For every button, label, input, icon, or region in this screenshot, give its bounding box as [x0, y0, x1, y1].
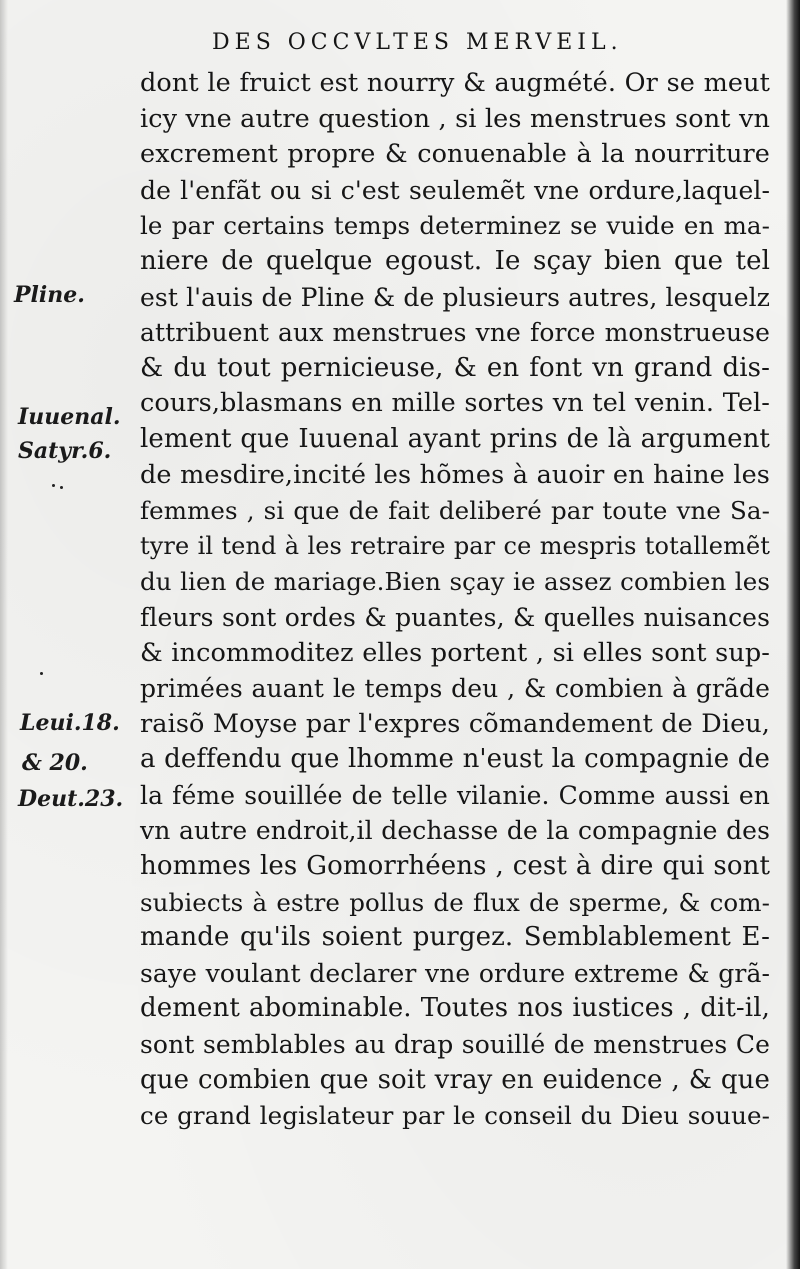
ink-speck	[52, 484, 55, 487]
text-line: saye voulant declarer vne ordure extreme & grã-	[140, 958, 770, 988]
margin-note-deut: Deut.23.	[18, 786, 124, 812]
ink-speck	[40, 672, 43, 675]
text-line: a deffendu que lhomme n'eust la compagnie de	[140, 744, 770, 775]
running-head: DES OCCVLTES MERVEIL.	[212, 30, 623, 55]
text-line: de l'enfãt ou si c'est seulemẽt vne ordure,laquel-	[140, 175, 770, 205]
margin-note-et-20: & 20.	[22, 750, 88, 776]
text-line: dement abominable. Toutes nos iustices , dit-il,	[140, 993, 770, 1024]
text-line: icy vne autre question , si les menstrues sont vn	[140, 103, 770, 134]
text-line: de mesdire,incité les hõmes à auoir en haine les	[140, 459, 770, 490]
text-line: que combien que soit vray en euidence , & que	[140, 1064, 770, 1095]
text-line: tyre il tend à les retraire par ce mespris totallemẽt	[140, 531, 770, 560]
text-line: ce grand legislateur par le conseil du Dieu souue-	[140, 1101, 770, 1131]
text-line: attribuent aux menstrues vne force monstrueuse	[140, 318, 770, 348]
text-line: hommes les Gomorrhéens , cest à dire qui sont	[140, 851, 770, 882]
text-line: est l'auis de Pline & de plusieurs autres, lesquelz	[140, 282, 770, 312]
text-line: mande qu'ils soient purgez. Semblablement E-	[140, 922, 770, 953]
margin-note-iuuenal: Iuuenal.	[18, 404, 121, 430]
ink-speck	[60, 486, 63, 489]
text-line: lement que Iuuenal ayant prins de là argument	[140, 423, 770, 454]
margin-note-pline: Pline.	[14, 282, 85, 308]
text-line: le par certains temps determinez se vuide en ma-	[140, 211, 770, 241]
text-line: & du tout pernicieuse, & en font vn grand dis-	[140, 352, 770, 383]
margin-note-satyr: Satyr.6.	[18, 438, 112, 464]
text-line: fleurs sont ordes & puantes, & quelles nuisances	[140, 602, 770, 632]
text-line: excrement propre & conuenable à la nourriture	[140, 139, 770, 170]
body-text	[140, 66, 770, 1134]
text-line: raisõ Moyse par l'expres cõmandement de Dieu,	[140, 708, 770, 739]
text-line: du lien de mariage.Bien sçay ie assez combien les	[140, 567, 770, 597]
text-line: primées auant le temps deu , & combien à grãde	[140, 674, 770, 704]
text-line: sont semblables au drap souillé de menstrues Ce	[140, 1030, 770, 1060]
text-line: femmes , si que de fait deliberé par toute vne Sa-	[140, 496, 770, 526]
text-line: vn autre endroit,il dechasse de la compagnie des	[140, 816, 770, 846]
margin-note-leui: Leui.18.	[20, 710, 120, 736]
text-line: & incommoditez elles portent , si elles sont sup-	[140, 637, 770, 668]
text-line: niere de quelque egoust. Ie sçay bien que tel	[140, 245, 770, 276]
text-line: dont le fruict est nourry & augmété. Or se meut	[140, 68, 770, 98]
text-line: cours,blasmans en mille sortes vn tel venin. Tel-	[140, 388, 770, 419]
text-line: subiects à estre pollus de flux de sperme, & com-	[140, 887, 770, 917]
text-line: la féme souillée de telle vilanie. Comme aussi en	[140, 780, 770, 810]
